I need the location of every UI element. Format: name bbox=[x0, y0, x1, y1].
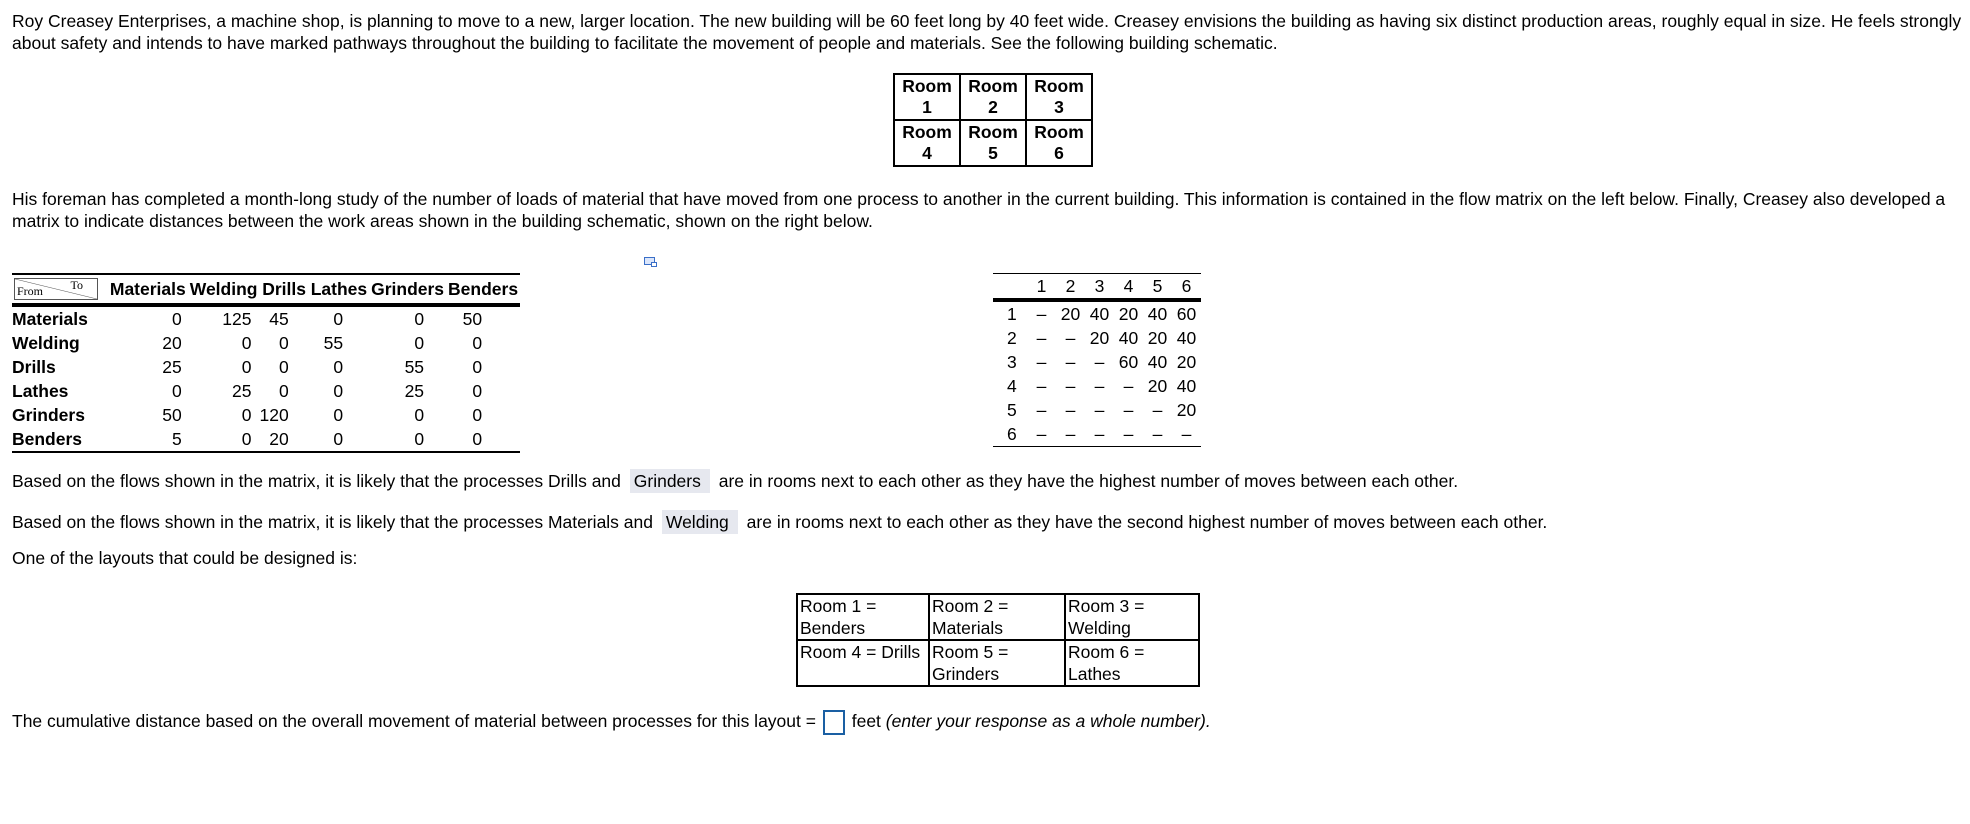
flow-row-label: Lathes bbox=[12, 380, 69, 401]
flow-cell: 45 bbox=[269, 308, 289, 329]
from-to-diagonal-header: From To bbox=[14, 278, 98, 300]
flow-cell: 55 bbox=[323, 332, 344, 353]
flow-cell: 0 bbox=[241, 428, 252, 449]
second-highest-flow-answer[interactable]: Welding bbox=[662, 510, 738, 534]
dist-cell: – bbox=[1123, 375, 1134, 396]
dist-cell: – bbox=[1065, 423, 1076, 444]
second-highest-flow-sentence: Based on the flows shown in the matrix, it is likely that the processes Materials and Welding are in rooms next to each other as they have the second highest number of moves between each other. bbox=[12, 512, 1548, 532]
schematic-room-2: Room 2 bbox=[960, 74, 1026, 120]
dist-cell: – bbox=[1094, 423, 1105, 444]
dist-cell: – bbox=[1123, 423, 1134, 444]
flow-cell: 0 bbox=[333, 308, 344, 329]
dist-cell: – bbox=[1094, 375, 1105, 396]
flow-col-header: Lathes bbox=[310, 278, 368, 299]
flow-row-label: Grinders bbox=[12, 404, 85, 425]
flow-cell: 0 bbox=[172, 380, 182, 401]
flow-cell: 0 bbox=[472, 380, 483, 401]
dist-cell: – bbox=[1094, 351, 1105, 372]
flow-cell: 0 bbox=[472, 332, 483, 353]
flow-row bbox=[12, 379, 520, 403]
dist-cell: – bbox=[1065, 351, 1076, 372]
flow-row bbox=[12, 331, 520, 355]
flow-row bbox=[12, 305, 520, 331]
flow-col-header: Grinders bbox=[371, 278, 445, 299]
flow-matrix bbox=[12, 273, 520, 453]
flow-cell: 0 bbox=[472, 356, 483, 377]
flow-cell: 50 bbox=[162, 404, 182, 425]
highest-flow-sentence: Based on the flows shown in the matrix, it is likely that the processes Drills and Grinders are in rooms next to each other as they have the highest number of moves between each other. bbox=[12, 471, 1459, 491]
dist-row bbox=[993, 398, 1201, 422]
flow-cell: 5 bbox=[172, 428, 182, 449]
dist-row bbox=[993, 300, 1201, 326]
dist-col-header: 2 bbox=[1065, 275, 1076, 296]
dist-row bbox=[993, 326, 1201, 350]
flow-cell: 50 bbox=[462, 308, 483, 329]
layout-room-2: Room 2 = Materials bbox=[929, 594, 1065, 640]
schematic-room-1: Room 1 bbox=[894, 74, 960, 120]
layout-room-3: Room 3 = Welding bbox=[1065, 594, 1199, 640]
flow-cell: 0 bbox=[414, 332, 425, 353]
dist-row bbox=[993, 422, 1201, 447]
flow-cell: 0 bbox=[333, 356, 344, 377]
flow-cell: 0 bbox=[172, 308, 182, 329]
flow-cell: 25 bbox=[162, 356, 182, 377]
flow-row-label: Benders bbox=[12, 428, 83, 449]
flow-col-header: Benders bbox=[448, 278, 519, 299]
flow-cell: 0 bbox=[241, 332, 252, 353]
schematic-room-5: Room 5 bbox=[960, 120, 1026, 166]
dist-cell: – bbox=[1152, 423, 1163, 444]
dist-cell: – bbox=[1036, 327, 1047, 348]
dist-cell: – bbox=[1065, 375, 1076, 396]
flow-cell: 0 bbox=[241, 404, 252, 425]
flow-row bbox=[12, 403, 520, 427]
dist-col-header: 5 bbox=[1152, 275, 1163, 296]
dist-col-header: 1 bbox=[1036, 275, 1047, 296]
flow-cell: 0 bbox=[278, 380, 289, 401]
flow-row-label: Materials bbox=[12, 308, 88, 329]
flow-col-header: Drills bbox=[262, 278, 306, 299]
flow-row bbox=[12, 355, 520, 379]
flow-cell: 0 bbox=[333, 428, 344, 449]
schematic-room-4: Room 4 bbox=[894, 120, 960, 166]
flow-corner bbox=[12, 274, 108, 305]
dist-cell: 40 bbox=[1118, 327, 1139, 348]
dist-cell: 60 bbox=[1118, 351, 1139, 372]
foreman-paragraph: His foreman has completed a month-long study of the number of loads of material that have moved from one process to another in the current building. This information is contained in the flow matrix on the left below. Finally, Creasey also developed a matrix to indicate distances between the work areas shown in the building schematic, shown on the right below. bbox=[12, 189, 1946, 231]
layout-room-6: Room 6 = Lathes bbox=[1065, 640, 1199, 686]
dist-row-label: 2 bbox=[1007, 327, 1017, 348]
dist-cell: 20 bbox=[1176, 351, 1197, 372]
dist-cell: – bbox=[1152, 399, 1163, 420]
dist-cell: 40 bbox=[1147, 303, 1168, 324]
flow-cell: 0 bbox=[414, 428, 425, 449]
highest-flow-answer[interactable]: Grinders bbox=[630, 469, 710, 493]
layout-room-5: Room 5 = Grinders bbox=[929, 640, 1065, 686]
cumulative-distance-input[interactable] bbox=[823, 710, 845, 735]
distance-matrix bbox=[993, 273, 1201, 447]
dist-cell: – bbox=[1094, 399, 1105, 420]
dist-col-header: 6 bbox=[1181, 275, 1192, 296]
proposed-layout bbox=[796, 593, 1200, 687]
flow-row-label: Welding bbox=[12, 332, 80, 353]
dist-row bbox=[993, 374, 1201, 398]
dist-cell: 20 bbox=[1176, 399, 1197, 420]
dist-cell: – bbox=[1065, 399, 1076, 420]
flow-cell: 0 bbox=[333, 404, 344, 425]
dist-cell: 60 bbox=[1176, 303, 1197, 324]
dist-cell: – bbox=[1123, 399, 1134, 420]
flow-col-header: Materials bbox=[109, 278, 186, 299]
cumulative-distance-question: The cumulative distance based on the overall movement of material between processes for this layout = feet (enter your response as a whole number). bbox=[12, 710, 1211, 735]
dist-cell: – bbox=[1036, 303, 1047, 324]
dist-cell: – bbox=[1036, 423, 1047, 444]
dist-cell: – bbox=[1036, 351, 1047, 372]
dist-cell: 20 bbox=[1089, 327, 1110, 348]
flow-cell: 0 bbox=[414, 308, 425, 329]
flow-cell: 0 bbox=[333, 380, 344, 401]
flow-cell: 55 bbox=[404, 356, 425, 377]
flow-row-label: Drills bbox=[12, 356, 56, 377]
flow-cell: 0 bbox=[472, 428, 483, 449]
flow-cell: 0 bbox=[278, 356, 289, 377]
flow-cell: 125 bbox=[222, 308, 252, 329]
intro-paragraph: Roy Creasey Enterprises, a machine shop, is planning to move to a new, larger location. The new building will be 60 feet long by 40 feet wide. Creasey envisions the building as having six distinct production areas, roughly equal in size. He feels strongly about safety and intends to have marked pathways throughout the building to facilitate the movement of people and materials. See the following building schematic. bbox=[12, 11, 1962, 53]
flow-cell: 25 bbox=[232, 380, 252, 401]
dist-cell: 40 bbox=[1176, 327, 1197, 348]
layout-room-4: Room 4 = Drills bbox=[797, 640, 929, 686]
dist-cell: 40 bbox=[1176, 375, 1197, 396]
flow-col-header: Welding bbox=[189, 278, 258, 299]
dist-row-label: 3 bbox=[1007, 351, 1017, 372]
dist-cell: 40 bbox=[1147, 351, 1168, 372]
schematic-room-6: Room 6 bbox=[1026, 120, 1092, 166]
flow-cell: 25 bbox=[404, 380, 425, 401]
dist-row-label: 1 bbox=[1007, 303, 1017, 324]
dist-cell: 40 bbox=[1089, 303, 1110, 324]
dist-row bbox=[993, 350, 1201, 374]
dist-col-header: 4 bbox=[1123, 275, 1134, 296]
flow-cell: 0 bbox=[414, 404, 425, 425]
dist-cell: – bbox=[1181, 423, 1192, 444]
dist-cell: 20 bbox=[1060, 303, 1081, 324]
layout-intro: One of the layouts that could be designed is: bbox=[12, 548, 358, 568]
dist-corner bbox=[993, 274, 1027, 301]
dist-cell: – bbox=[1065, 327, 1076, 348]
dist-cell: 20 bbox=[1147, 375, 1168, 396]
dist-col-header: 3 bbox=[1094, 275, 1105, 296]
building-schematic bbox=[893, 73, 1093, 167]
flow-row bbox=[12, 427, 520, 452]
flow-cell: 0 bbox=[472, 404, 483, 425]
dist-row-label: 6 bbox=[1007, 423, 1017, 444]
dist-cell: 20 bbox=[1118, 303, 1139, 324]
layout-room-1: Room 1 = Benders bbox=[797, 594, 929, 640]
flow-cell: 120 bbox=[259, 404, 289, 425]
schematic-room-3: Room 3 bbox=[1026, 74, 1092, 120]
flow-cell: 20 bbox=[162, 332, 182, 353]
flow-cell: 20 bbox=[269, 428, 289, 449]
dist-cell: – bbox=[1036, 399, 1047, 420]
dist-row-label: 4 bbox=[1007, 375, 1017, 396]
dist-cell: – bbox=[1036, 375, 1047, 396]
flow-cell: 0 bbox=[278, 332, 289, 353]
resize-icon[interactable] bbox=[644, 257, 655, 265]
dist-row-label: 5 bbox=[1007, 399, 1017, 420]
flow-cell: 0 bbox=[241, 356, 252, 377]
dist-cell: 20 bbox=[1147, 327, 1168, 348]
